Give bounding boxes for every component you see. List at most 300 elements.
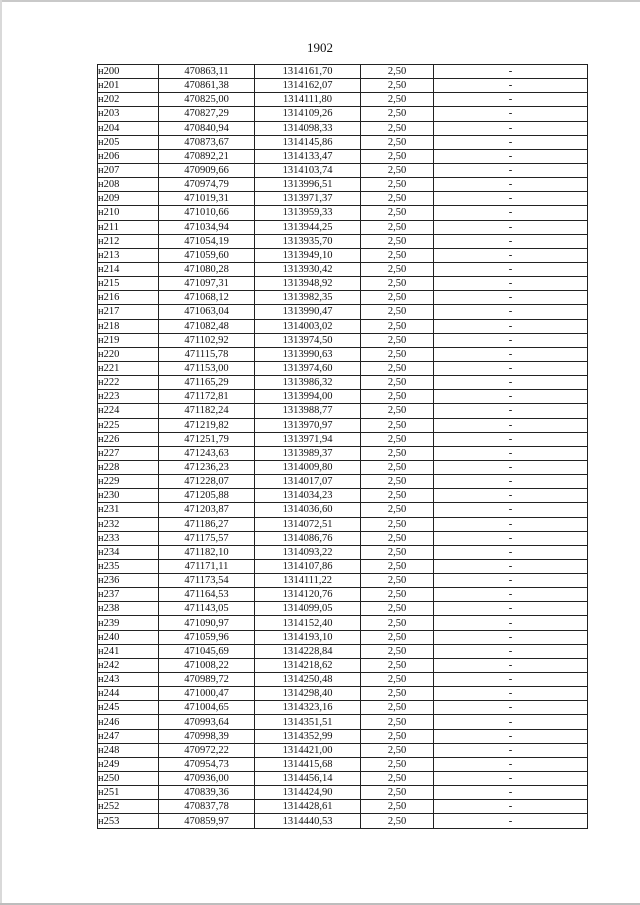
table-row (98, 361, 588, 375)
x-coordinate-cell: 471236,23 (159, 460, 255, 474)
point-id-cell: н205 (98, 135, 159, 149)
y-coordinate-cell: 1314421,00 (255, 743, 361, 757)
note-cell: - (434, 79, 588, 93)
point-id-cell: н241 (98, 644, 159, 658)
point-id-cell: н210 (98, 206, 159, 220)
error-value-cell: 2,50 (361, 135, 434, 149)
point-id-cell: н234 (98, 545, 159, 559)
y-coordinate-cell: 1313935,70 (255, 234, 361, 248)
error-value-cell: 2,50 (361, 800, 434, 814)
note-cell: - (434, 729, 588, 743)
y-coordinate-cell: 1314440,53 (255, 814, 361, 828)
note-cell: - (434, 630, 588, 644)
error-value-cell: 2,50 (361, 475, 434, 489)
table-row (98, 121, 588, 135)
y-coordinate-cell: 1314145,86 (255, 135, 361, 149)
point-id-cell: н248 (98, 743, 159, 757)
table-row (98, 460, 588, 474)
note-cell: - (434, 163, 588, 177)
error-value-cell: 2,50 (361, 418, 434, 432)
note-cell: - (434, 234, 588, 248)
note-cell: - (434, 107, 588, 121)
table-row (98, 262, 588, 276)
point-id-cell: н209 (98, 192, 159, 206)
table-row (98, 178, 588, 192)
point-id-cell: н249 (98, 757, 159, 771)
table-row (98, 517, 588, 531)
table-row (98, 79, 588, 93)
table-row (98, 743, 588, 757)
table-row (98, 65, 588, 79)
point-id-cell: н203 (98, 107, 159, 121)
table-row (98, 404, 588, 418)
point-id-cell: н216 (98, 291, 159, 305)
x-coordinate-cell: 471205,88 (159, 489, 255, 503)
note-cell: - (434, 149, 588, 163)
point-id-cell: н229 (98, 475, 159, 489)
note-cell: - (434, 531, 588, 545)
point-id-cell: н235 (98, 559, 159, 573)
note-cell: - (434, 178, 588, 192)
error-value-cell: 2,50 (361, 757, 434, 771)
note-cell: - (434, 588, 588, 602)
error-value-cell: 2,50 (361, 277, 434, 291)
table-row (98, 574, 588, 588)
x-coordinate-cell: 470998,39 (159, 729, 255, 743)
error-value-cell: 2,50 (361, 460, 434, 474)
error-value-cell: 2,50 (361, 333, 434, 347)
error-value-cell: 2,50 (361, 602, 434, 616)
y-coordinate-cell: 1314351,51 (255, 715, 361, 729)
error-value-cell: 2,50 (361, 404, 434, 418)
error-value-cell: 2,50 (361, 503, 434, 517)
error-value-cell: 2,50 (361, 489, 434, 503)
x-coordinate-cell: 471068,12 (159, 291, 255, 305)
x-coordinate-cell: 471228,07 (159, 475, 255, 489)
point-id-cell: н239 (98, 616, 159, 630)
note-cell: - (434, 772, 588, 786)
y-coordinate-cell: 1314162,07 (255, 79, 361, 93)
y-coordinate-cell: 1313994,00 (255, 390, 361, 404)
note-cell: - (434, 616, 588, 630)
error-value-cell: 2,50 (361, 701, 434, 715)
table-row (98, 135, 588, 149)
y-coordinate-cell: 1313970,97 (255, 418, 361, 432)
x-coordinate-cell: 471059,96 (159, 630, 255, 644)
y-coordinate-cell: 1314152,40 (255, 616, 361, 630)
error-value-cell: 2,50 (361, 814, 434, 828)
error-value-cell: 2,50 (361, 163, 434, 177)
x-coordinate-cell: 470909,66 (159, 163, 255, 177)
note-cell: - (434, 305, 588, 319)
error-value-cell: 2,50 (361, 673, 434, 687)
coordinates-table-body (98, 65, 588, 829)
x-coordinate-cell: 471219,82 (159, 418, 255, 432)
note-cell: - (434, 786, 588, 800)
x-coordinate-cell: 470972,22 (159, 743, 255, 757)
y-coordinate-cell: 1313974,50 (255, 333, 361, 347)
point-id-cell: н213 (98, 248, 159, 262)
table-row (98, 206, 588, 220)
x-coordinate-cell: 471173,54 (159, 574, 255, 588)
x-coordinate-cell: 471019,31 (159, 192, 255, 206)
note-cell: - (434, 333, 588, 347)
error-value-cell: 2,50 (361, 588, 434, 602)
table-row (98, 291, 588, 305)
y-coordinate-cell: 1314086,76 (255, 531, 361, 545)
error-value-cell: 2,50 (361, 658, 434, 672)
x-coordinate-cell: 471063,04 (159, 305, 255, 319)
table-row (98, 234, 588, 248)
point-id-cell: н246 (98, 715, 159, 729)
x-coordinate-cell: 471251,79 (159, 432, 255, 446)
y-coordinate-cell: 1314099,05 (255, 602, 361, 616)
note-cell: - (434, 800, 588, 814)
note-cell: - (434, 673, 588, 687)
y-coordinate-cell: 1314428,61 (255, 800, 361, 814)
point-id-cell: н219 (98, 333, 159, 347)
x-coordinate-cell: 470839,36 (159, 786, 255, 800)
table-row (98, 489, 588, 503)
error-value-cell: 2,50 (361, 786, 434, 800)
x-coordinate-cell: 470859,97 (159, 814, 255, 828)
y-coordinate-cell: 1314133,47 (255, 149, 361, 163)
table-row (98, 800, 588, 814)
point-id-cell: н251 (98, 786, 159, 800)
note-cell: - (434, 644, 588, 658)
y-coordinate-cell: 1313986,32 (255, 376, 361, 390)
table-row (98, 503, 588, 517)
x-coordinate-cell: 470837,78 (159, 800, 255, 814)
error-value-cell: 2,50 (361, 93, 434, 107)
table-row (98, 545, 588, 559)
page-number: 1902 (307, 40, 333, 55)
error-value-cell: 2,50 (361, 305, 434, 319)
point-id-cell: н212 (98, 234, 159, 248)
x-coordinate-cell: 471090,97 (159, 616, 255, 630)
y-coordinate-cell: 1314228,84 (255, 644, 361, 658)
scan-edge-top (0, 0, 640, 2)
x-coordinate-cell: 471004,65 (159, 701, 255, 715)
error-value-cell: 2,50 (361, 347, 434, 361)
table-row (98, 630, 588, 644)
y-coordinate-cell: 1313948,92 (255, 277, 361, 291)
y-coordinate-cell: 1313949,10 (255, 248, 361, 262)
y-coordinate-cell: 1314103,74 (255, 163, 361, 177)
x-coordinate-cell: 471054,19 (159, 234, 255, 248)
x-coordinate-cell: 471175,57 (159, 531, 255, 545)
x-coordinate-cell: 471171,11 (159, 559, 255, 573)
x-coordinate-cell: 471059,60 (159, 248, 255, 262)
point-id-cell: н230 (98, 489, 159, 503)
x-coordinate-cell: 471165,29 (159, 376, 255, 390)
table-row (98, 192, 588, 206)
error-value-cell: 2,50 (361, 772, 434, 786)
point-id-cell: н215 (98, 277, 159, 291)
y-coordinate-cell: 1314109,26 (255, 107, 361, 121)
table-row (98, 446, 588, 460)
table-row (98, 701, 588, 715)
error-value-cell: 2,50 (361, 644, 434, 658)
point-id-cell: н252 (98, 800, 159, 814)
x-coordinate-cell: 471082,48 (159, 319, 255, 333)
table-row (98, 786, 588, 800)
note-cell: - (434, 206, 588, 220)
point-id-cell: н207 (98, 163, 159, 177)
x-coordinate-cell: 470936,00 (159, 772, 255, 786)
table-row (98, 644, 588, 658)
x-coordinate-cell: 471143,05 (159, 602, 255, 616)
note-cell: - (434, 814, 588, 828)
table-row (98, 673, 588, 687)
error-value-cell: 2,50 (361, 121, 434, 135)
table-row (98, 319, 588, 333)
x-coordinate-cell: 470827,29 (159, 107, 255, 121)
note-cell: - (434, 262, 588, 276)
x-coordinate-cell: 470840,94 (159, 121, 255, 135)
y-coordinate-cell: 1314415,68 (255, 757, 361, 771)
x-coordinate-cell: 471045,69 (159, 644, 255, 658)
point-id-cell: н236 (98, 574, 159, 588)
note-cell: - (434, 248, 588, 262)
note-cell: - (434, 390, 588, 404)
table-row (98, 347, 588, 361)
y-coordinate-cell: 1314093,22 (255, 545, 361, 559)
point-id-cell: н250 (98, 772, 159, 786)
error-value-cell: 2,50 (361, 291, 434, 305)
point-id-cell: н222 (98, 376, 159, 390)
table-row (98, 107, 588, 121)
error-value-cell: 2,50 (361, 262, 434, 276)
error-value-cell: 2,50 (361, 616, 434, 630)
y-coordinate-cell: 1314111,22 (255, 574, 361, 588)
error-value-cell: 2,50 (361, 361, 434, 375)
note-cell: - (434, 687, 588, 701)
point-id-cell: н253 (98, 814, 159, 828)
point-id-cell: н206 (98, 149, 159, 163)
table-row (98, 559, 588, 573)
error-value-cell: 2,50 (361, 559, 434, 573)
error-value-cell: 2,50 (361, 687, 434, 701)
point-id-cell: н201 (98, 79, 159, 93)
table-row (98, 616, 588, 630)
x-coordinate-cell: 471080,28 (159, 262, 255, 276)
x-coordinate-cell: 470873,67 (159, 135, 255, 149)
y-coordinate-cell: 1314298,40 (255, 687, 361, 701)
y-coordinate-cell: 1314036,60 (255, 503, 361, 517)
point-id-cell: н245 (98, 701, 159, 715)
point-id-cell: н217 (98, 305, 159, 319)
y-coordinate-cell: 1314424,90 (255, 786, 361, 800)
y-coordinate-cell: 1314193,10 (255, 630, 361, 644)
note-cell: - (434, 559, 588, 573)
error-value-cell: 2,50 (361, 376, 434, 390)
error-value-cell: 2,50 (361, 234, 434, 248)
point-id-cell: н200 (98, 65, 159, 79)
error-value-cell: 2,50 (361, 319, 434, 333)
error-value-cell: 2,50 (361, 149, 434, 163)
point-id-cell: н228 (98, 460, 159, 474)
x-coordinate-cell: 470989,72 (159, 673, 255, 687)
x-coordinate-cell: 471102,92 (159, 333, 255, 347)
point-id-cell: н225 (98, 418, 159, 432)
y-coordinate-cell: 1314456,14 (255, 772, 361, 786)
note-cell: - (434, 446, 588, 460)
y-coordinate-cell: 1314003,02 (255, 319, 361, 333)
point-id-cell: н224 (98, 404, 159, 418)
table-row (98, 333, 588, 347)
error-value-cell: 2,50 (361, 743, 434, 757)
table-row (98, 602, 588, 616)
note-cell: - (434, 192, 588, 206)
error-value-cell: 2,50 (361, 107, 434, 121)
point-id-cell: н202 (98, 93, 159, 107)
y-coordinate-cell: 1314017,07 (255, 475, 361, 489)
x-coordinate-cell: 470892,21 (159, 149, 255, 163)
point-id-cell: н211 (98, 220, 159, 234)
x-coordinate-cell: 471186,27 (159, 517, 255, 531)
point-id-cell: н221 (98, 361, 159, 375)
point-id-cell: н218 (98, 319, 159, 333)
y-coordinate-cell: 1313974,60 (255, 361, 361, 375)
x-coordinate-cell: 470863,11 (159, 65, 255, 79)
note-cell: - (434, 574, 588, 588)
note-cell: - (434, 404, 588, 418)
y-coordinate-cell: 1313989,37 (255, 446, 361, 460)
x-coordinate-cell: 470954,73 (159, 757, 255, 771)
x-coordinate-cell: 470825,00 (159, 93, 255, 107)
y-coordinate-cell: 1314323,16 (255, 701, 361, 715)
x-coordinate-cell: 471153,00 (159, 361, 255, 375)
note-cell: - (434, 715, 588, 729)
y-coordinate-cell: 1313944,25 (255, 220, 361, 234)
note-cell: - (434, 743, 588, 757)
note-cell: - (434, 121, 588, 135)
y-coordinate-cell: 1313990,63 (255, 347, 361, 361)
error-value-cell: 2,50 (361, 206, 434, 220)
x-coordinate-cell: 471172,81 (159, 390, 255, 404)
error-value-cell: 2,50 (361, 531, 434, 545)
error-value-cell: 2,50 (361, 65, 434, 79)
table-row (98, 248, 588, 262)
table-row (98, 163, 588, 177)
y-coordinate-cell: 1313996,51 (255, 178, 361, 192)
x-coordinate-cell: 471115,78 (159, 347, 255, 361)
error-value-cell: 2,50 (361, 220, 434, 234)
y-coordinate-cell: 1314250,48 (255, 673, 361, 687)
x-coordinate-cell: 471243,63 (159, 446, 255, 460)
table-row (98, 149, 588, 163)
error-value-cell: 2,50 (361, 517, 434, 531)
x-coordinate-cell: 471182,10 (159, 545, 255, 559)
table-row (98, 418, 588, 432)
note-cell: - (434, 503, 588, 517)
note-cell: - (434, 517, 588, 531)
error-value-cell: 2,50 (361, 446, 434, 460)
point-id-cell: н226 (98, 432, 159, 446)
coordinates-table (97, 64, 588, 829)
x-coordinate-cell: 471000,47 (159, 687, 255, 701)
x-coordinate-cell: 471164,53 (159, 588, 255, 602)
point-id-cell: н244 (98, 687, 159, 701)
point-id-cell: н208 (98, 178, 159, 192)
table-row (98, 277, 588, 291)
note-cell: - (434, 701, 588, 715)
table-row (98, 531, 588, 545)
y-coordinate-cell: 1314098,33 (255, 121, 361, 135)
point-id-cell: н243 (98, 673, 159, 687)
point-id-cell: н220 (98, 347, 159, 361)
error-value-cell: 2,50 (361, 545, 434, 559)
table-row (98, 814, 588, 828)
note-cell: - (434, 460, 588, 474)
x-coordinate-cell: 471182,24 (159, 404, 255, 418)
note-cell: - (434, 489, 588, 503)
point-id-cell: н237 (98, 588, 159, 602)
table-row (98, 772, 588, 786)
x-coordinate-cell: 471097,31 (159, 277, 255, 291)
point-id-cell: н227 (98, 446, 159, 460)
note-cell: - (434, 93, 588, 107)
x-coordinate-cell: 471010,66 (159, 206, 255, 220)
y-coordinate-cell: 1314161,70 (255, 65, 361, 79)
table-row (98, 93, 588, 107)
note-cell: - (434, 602, 588, 616)
error-value-cell: 2,50 (361, 79, 434, 93)
error-value-cell: 2,50 (361, 248, 434, 262)
table-row (98, 432, 588, 446)
x-coordinate-cell: 470974,79 (159, 178, 255, 192)
note-cell: - (434, 475, 588, 489)
note-cell: - (434, 658, 588, 672)
table-row (98, 715, 588, 729)
note-cell: - (434, 65, 588, 79)
note-cell: - (434, 545, 588, 559)
note-cell: - (434, 418, 588, 432)
note-cell: - (434, 277, 588, 291)
point-id-cell: н240 (98, 630, 159, 644)
table-row (98, 729, 588, 743)
y-coordinate-cell: 1314218,62 (255, 658, 361, 672)
y-coordinate-cell: 1314009,80 (255, 460, 361, 474)
x-coordinate-cell: 470993,64 (159, 715, 255, 729)
note-cell: - (434, 361, 588, 375)
y-coordinate-cell: 1314111,80 (255, 93, 361, 107)
y-coordinate-cell: 1313988,77 (255, 404, 361, 418)
point-id-cell: н204 (98, 121, 159, 135)
point-id-cell: н231 (98, 503, 159, 517)
note-cell: - (434, 432, 588, 446)
y-coordinate-cell: 1313959,33 (255, 206, 361, 220)
point-id-cell: н232 (98, 517, 159, 531)
error-value-cell: 2,50 (361, 178, 434, 192)
y-coordinate-cell: 1313930,42 (255, 262, 361, 276)
error-value-cell: 2,50 (361, 630, 434, 644)
error-value-cell: 2,50 (361, 715, 434, 729)
x-coordinate-cell: 471034,94 (159, 220, 255, 234)
note-cell: - (434, 376, 588, 390)
table-row (98, 687, 588, 701)
note-cell: - (434, 757, 588, 771)
table-row (98, 658, 588, 672)
x-coordinate-cell: 471008,22 (159, 658, 255, 672)
note-cell: - (434, 135, 588, 149)
table-row (98, 475, 588, 489)
y-coordinate-cell: 1314120,76 (255, 588, 361, 602)
x-coordinate-cell: 470861,38 (159, 79, 255, 93)
error-value-cell: 2,50 (361, 432, 434, 446)
point-id-cell: н223 (98, 390, 159, 404)
